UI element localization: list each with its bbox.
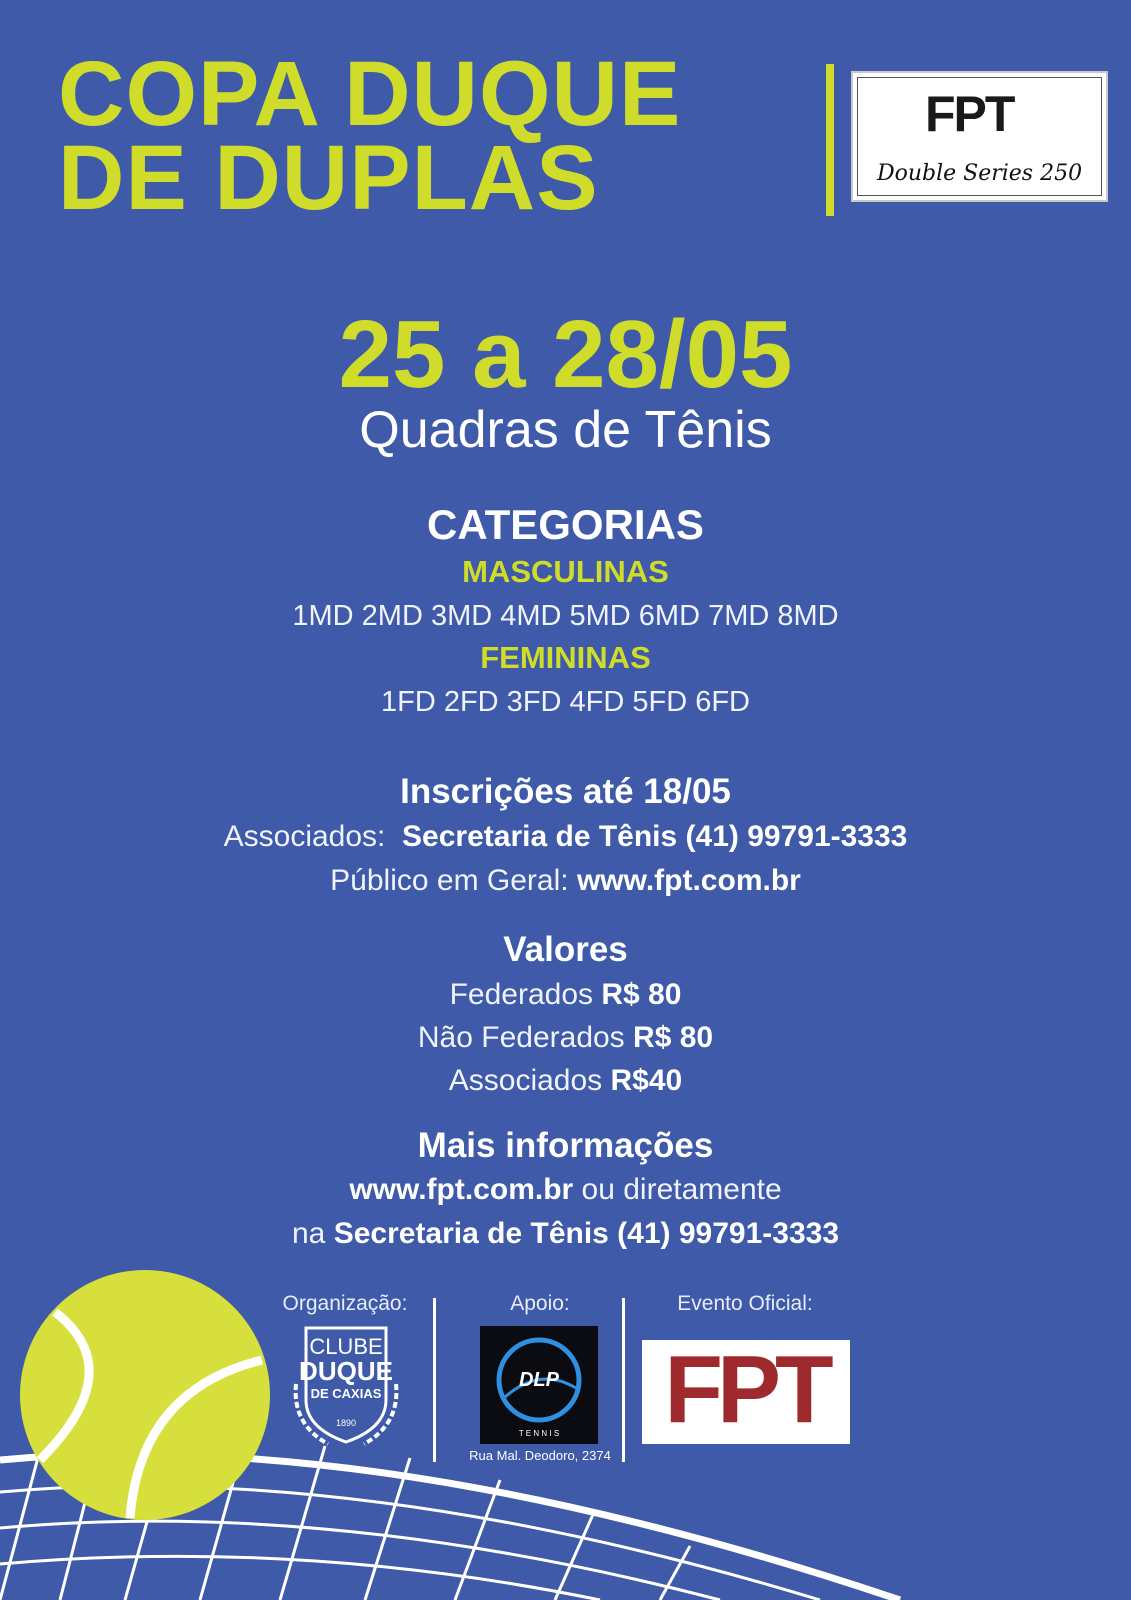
info-heading: Mais informações xyxy=(417,1126,714,1165)
organization-label: Organização: xyxy=(282,1292,408,1315)
price-non-federated-value: R$ 80 xyxy=(633,1021,714,1054)
male-categories-list: 1MD 2MD 3MD 4MD 5MD 6MD 7MD 8MD xyxy=(292,600,839,632)
event-venue: Quadras de Tênis xyxy=(359,401,772,459)
svg-text:FPT: FPT xyxy=(925,87,1014,142)
registration-heading: Inscrições até 18/05 xyxy=(400,772,731,811)
header-divider xyxy=(826,64,834,216)
info-url-line xyxy=(0,1169,1131,1211)
svg-text:CLUBE: CLUBE xyxy=(309,1334,383,1359)
prices-heading: Valores xyxy=(503,930,628,969)
registration-public-line xyxy=(0,860,1131,902)
registration-members-line xyxy=(0,816,1131,858)
male-categories-heading: MASCULINAS xyxy=(462,554,669,589)
svg-text:T E N N I S: T E N N I S xyxy=(518,1429,560,1438)
price-non-federated-label: Não Federados xyxy=(417,1021,625,1054)
info-contact: Secretaria de Tênis (41) 99791-3333 xyxy=(333,1217,840,1250)
support-label: Apoio: xyxy=(510,1292,570,1315)
info-url[interactable]: www.fpt.com.br xyxy=(349,1173,574,1206)
svg-text:DLP: DLP xyxy=(519,1369,559,1391)
registration-public-url[interactable]: www.fpt.com.br xyxy=(576,864,801,897)
footer-separator-2 xyxy=(622,1298,625,1462)
svg-text:DE CAXIAS: DE CAXIAS xyxy=(310,1386,382,1401)
price-members xyxy=(0,1060,1131,1102)
svg-text:FPT: FPT xyxy=(664,1340,828,1443)
registration-members-label: Associados: xyxy=(223,820,386,853)
price-members-label: Associados xyxy=(448,1064,603,1097)
categories-heading: CATEGORIAS xyxy=(427,501,704,548)
event-title xyxy=(58,43,798,229)
female-categories-heading: FEMININAS xyxy=(480,640,651,675)
event-title-line2: DE DUPLAS xyxy=(58,127,599,229)
registration-public-label: Público em Geral: xyxy=(330,864,569,897)
official-event-label: Evento Oficial: xyxy=(677,1292,813,1315)
tennis-ball xyxy=(20,1270,270,1520)
dlp-tennis-logo xyxy=(480,1326,598,1444)
fpt-official-logo xyxy=(642,1340,850,1444)
info-contact-line xyxy=(0,1213,1131,1255)
event-dates: 25 a 28/05 xyxy=(338,301,793,408)
double-series-badge xyxy=(851,71,1108,202)
footer-separator-1 xyxy=(433,1298,436,1462)
sponsor-address: Rua Mal. Deodoro, 2374 xyxy=(469,1448,611,1463)
price-non-federated xyxy=(0,1017,1131,1059)
club-duque-de-caxias-logo xyxy=(288,1324,404,1454)
event-title-line1: COPA DUQUE xyxy=(58,43,682,145)
price-federated-label: Federados xyxy=(449,978,594,1011)
registration-members-contact: Secretaria de Tênis (41) 99791-3333 xyxy=(402,820,908,853)
info-or-directly: ou diretamente xyxy=(581,1173,782,1206)
female-categories-list: 1FD 2FD 3FD 4FD 5FD 6FD xyxy=(381,686,750,718)
badge-subtitle: Double Series 250 xyxy=(876,161,1083,186)
svg-text:DUQUE: DUQUE xyxy=(299,1356,393,1386)
info-at: na xyxy=(291,1217,326,1250)
fpt-badge-logo xyxy=(923,87,1033,143)
price-federated xyxy=(0,974,1131,1016)
price-federated-value: R$ 80 xyxy=(601,978,682,1011)
price-members-value: R$40 xyxy=(610,1064,683,1097)
svg-text:1890: 1890 xyxy=(335,1418,357,1428)
